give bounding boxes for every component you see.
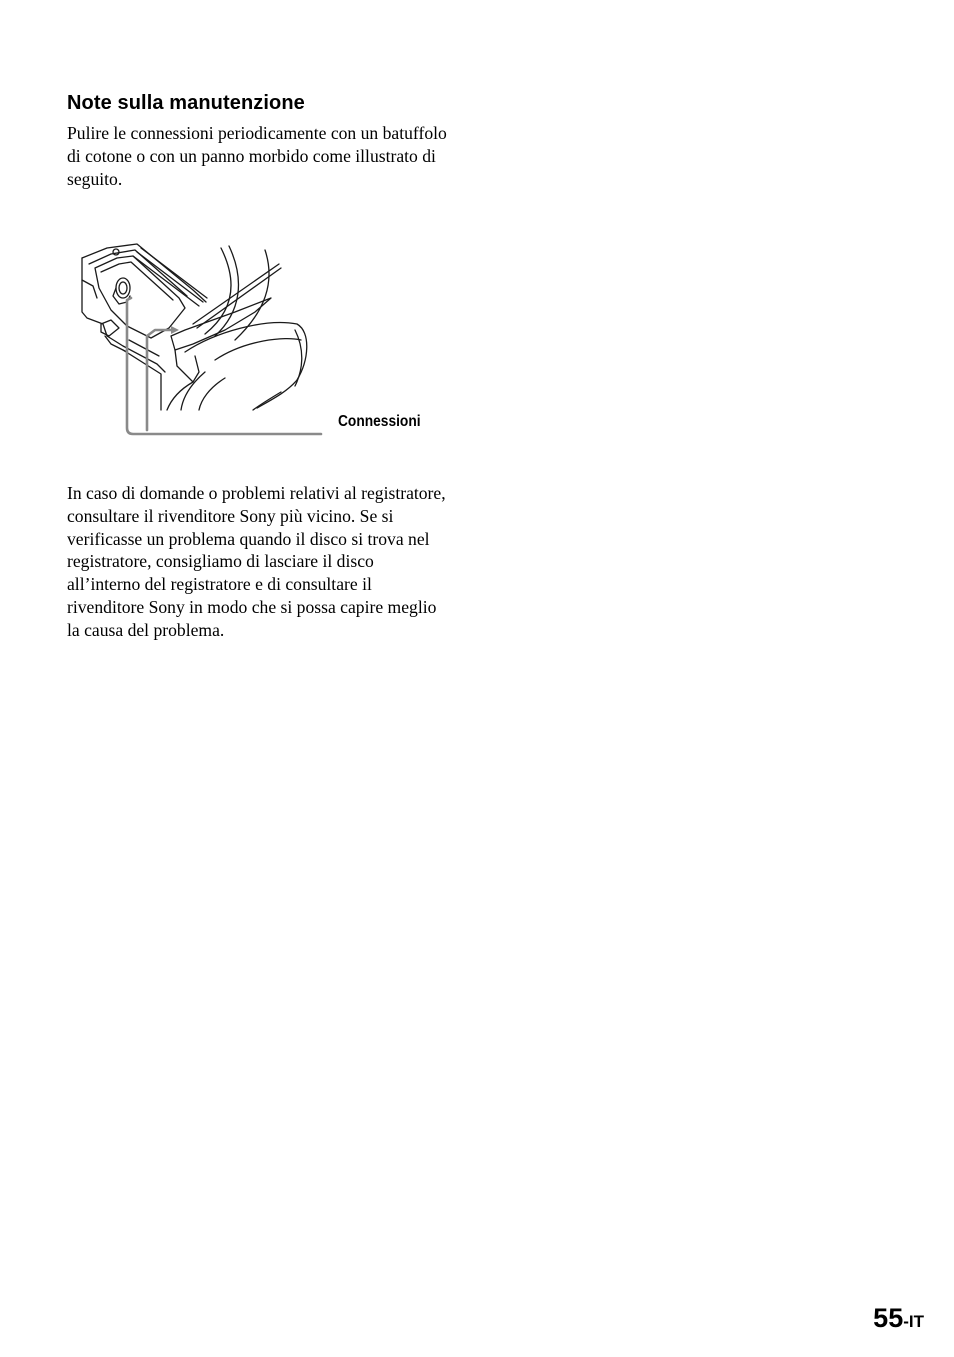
body-paragraph: In caso di domande o problemi relativi al registratore, consultare il rivenditore Sony più vicino. Se si verificasse un problema quando il disco si trova nel registratore, consigliamo di lasciare il disco all’interno del registratore e di consultare il rivenditore Sony in modo che si possa capire meglio la causa del problema. [67, 483, 446, 640]
connections-label: Connessioni [338, 413, 421, 430]
page-number-value: 55 [873, 1303, 904, 1333]
intro-paragraph: Pulire le connessioni periodicamente con un batuffolo di cotone o con un panno morbido come illustrato di seguito. [67, 123, 447, 189]
page-language-suffix: -IT [903, 1312, 924, 1331]
section-title: Note sulla manutenzione [67, 92, 305, 114]
page-number [873, 1301, 924, 1339]
connections-illustration [75, 240, 450, 445]
